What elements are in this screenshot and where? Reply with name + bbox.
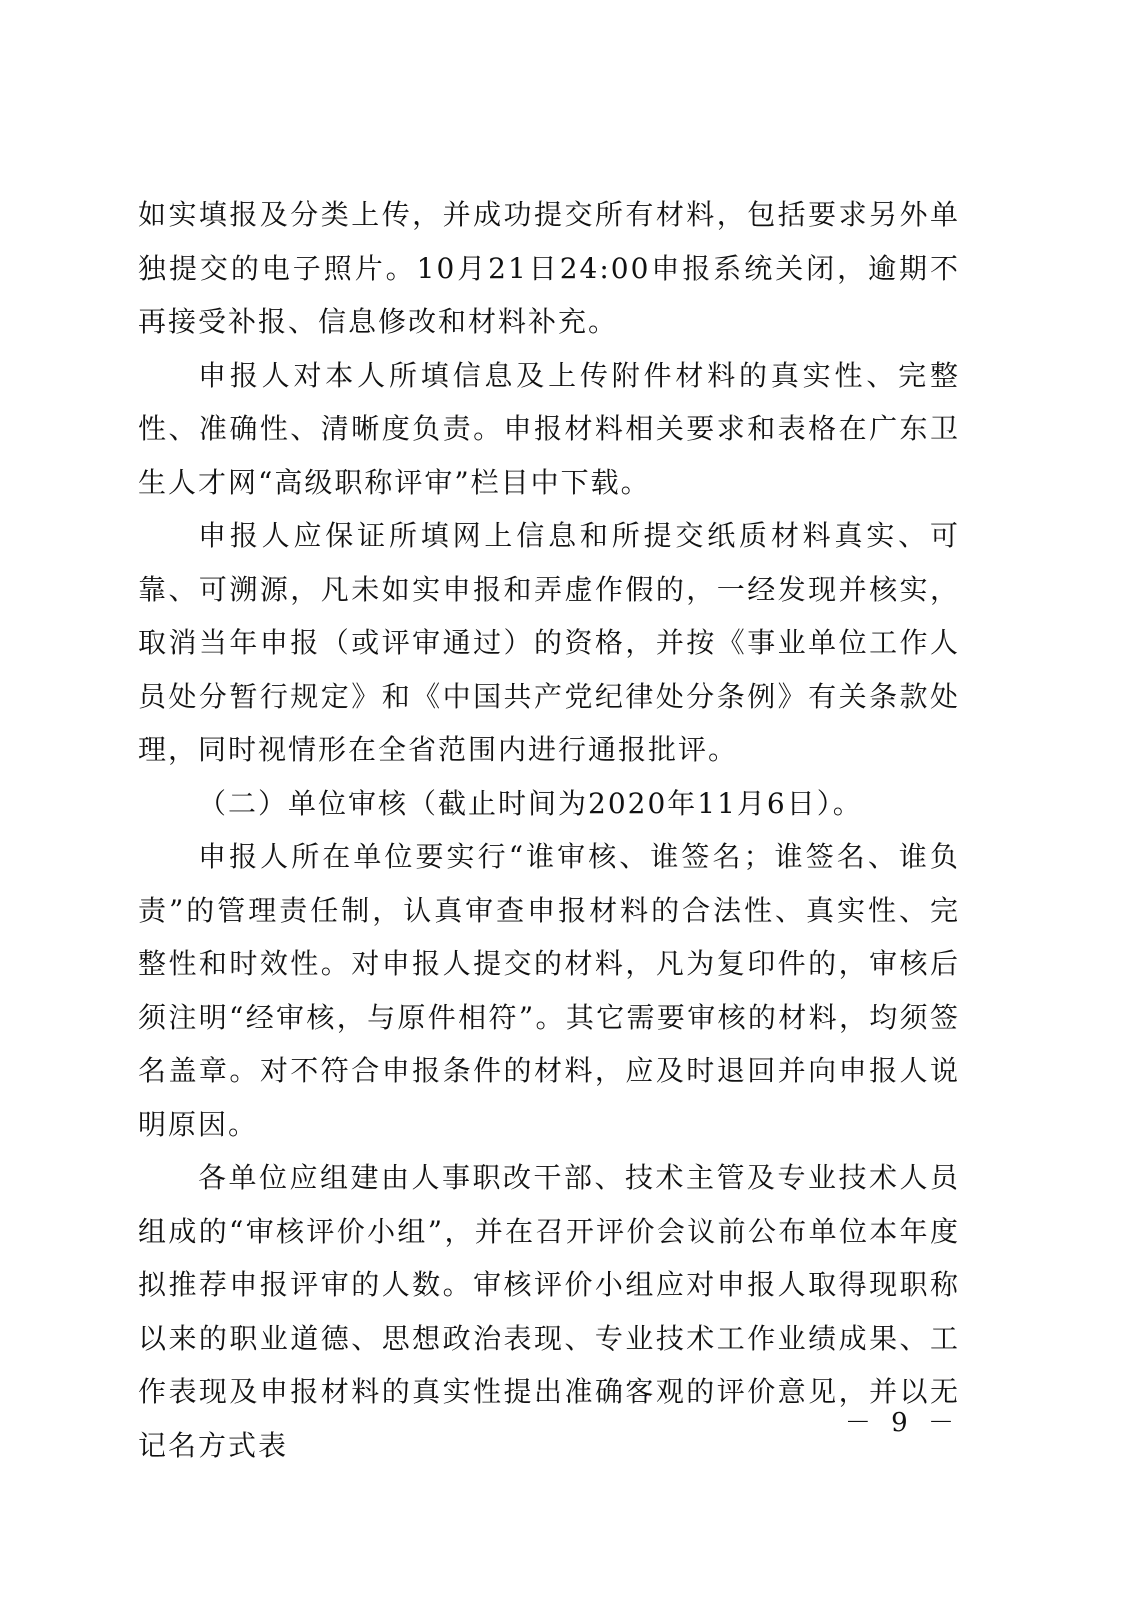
paragraph-2: 申报人对本人所填信息及上传附件材料的真实性、完整性、准确性、清晰度负责。申报材料相关要求和表格在广东卫生人才网“高级职称评审”栏目中下载。 [138,358,960,499]
paragraph-1: 如实填报及分类上传，并成功提交所有材料，包括要求另外单独提交的电子照片。10月21日24:00申报系统关闭，逾期不再接受补报、信息修改和材料补充。 [138,198,960,338]
paragraph-5: 申报人所在单位要实行“谁审核、谁签名；谁签名、谁负责”的管理责任制，认真审查申报材料的合法性、真实性、完整性和时效性。对申报人提交的材料，凡为复印件的，审核后须注明“经审核，与原件相符”。其它需要审核的材料，均须签名盖章。对不符合申报条件的材料，应及时退回并向申报人说明原因。 [138,840,960,1141]
page-number: － 9 － [844,1408,960,1438]
paragraph-3: 申报人应保证所填网上信息和所提交纸质材料真实、可靠、可溯源，凡未如实申报和弄虚作假的，一经发现并核实，取消当年申报（或评审通过）的资格，并按《事业单位工作人员处分暂行规定》和《中国共产党纪律处分条例》有关条款处理，同时视情形在全省范围内进行通报批评。 [138,519,960,766]
document-body [138,188,960,1472]
section-heading-unit-review: （二）单位审核（截止时间为2020年11月6日）。 [198,786,863,820]
paragraph-6: 各单位应组建由人事职改干部、技术主管及专业技术人员组成的“审核评价小组”，并在召开评价会议前公布单位本年度拟推荐申报评审的人数。审核评价小组应对申报人取得现职称以来的职业道德、思想政治表现、专业技术工作业绩成果、工作表现及申报材料的真实性提出准确客观的评价意见，并以无记名方式表 [138,1161,960,1462]
